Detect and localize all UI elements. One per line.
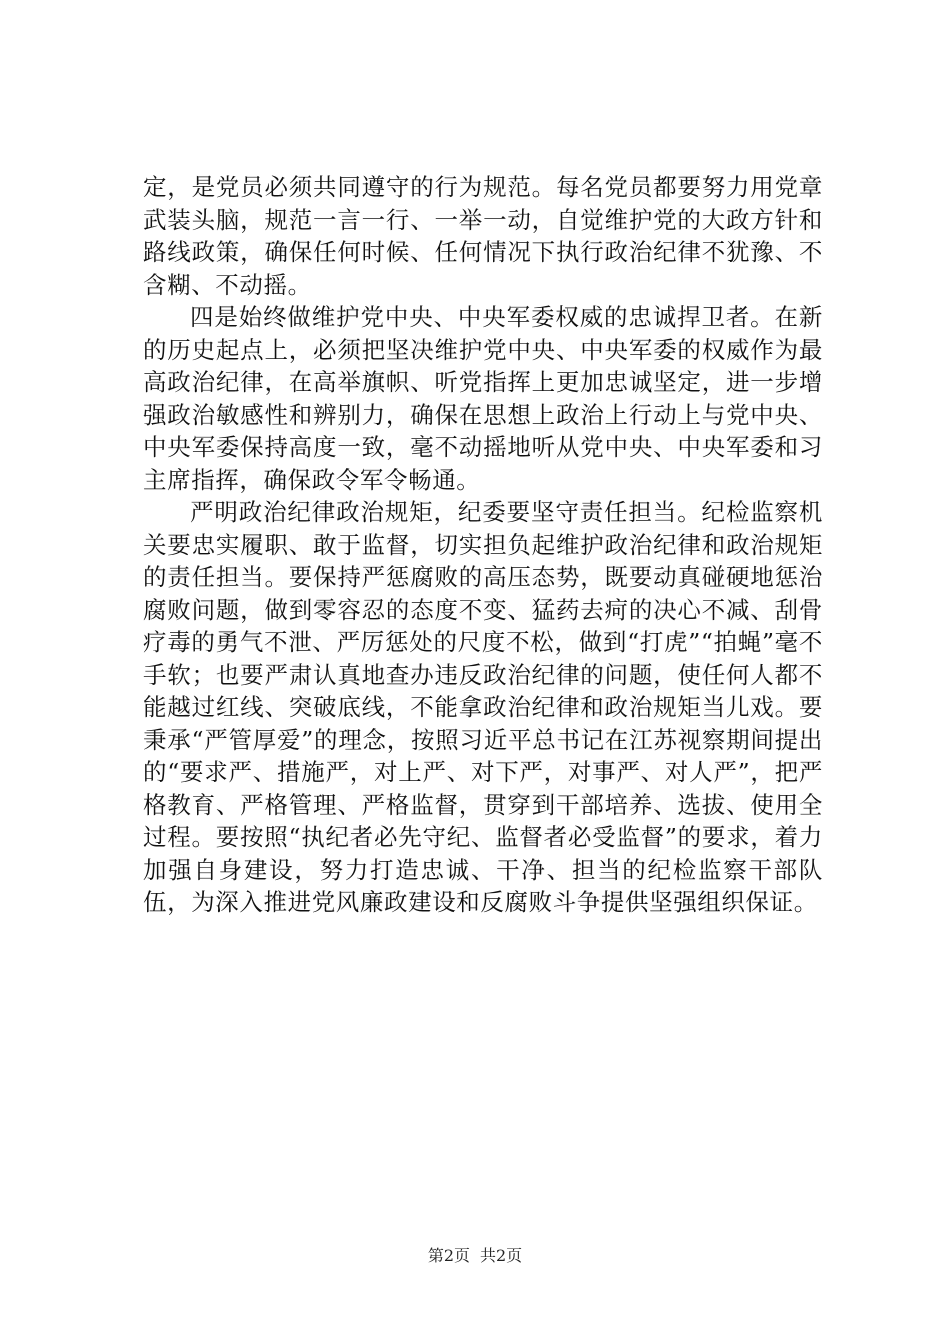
page-total: 共2页 <box>480 1246 523 1265</box>
paragraph-continued: 定，是党员必须共同遵守的行为规范。每名党员都要努力用党章武装头脑，规范一言一行、一举一动，自觉维护党的大政方针和路线政策，确保任何时候、任何情况下执行政治纪律不犹豫、不含糊、不动摇。 <box>143 173 823 299</box>
paragraph-item-four: 四是始终做维护党中央、中央军委权威的忠诚捍卫者。在新的历史起点上，必须把坚决维护党中央、中央军委的权威作为最高政治纪律，在高举旗帜、听党指挥上更加忠诚坚定，进一步增强政治敏感性和辨别力，确保在思想上政治上行动上与党中央、中央军委保持高度一致，毫不动摇地听从党中央、中央军委和习主席指挥，确保政令军令畅通。 <box>143 303 823 494</box>
paragraph-discipline-commission: 严明政治纪律政治规矩，纪委要坚守责任担当。纪检监察机关要忠实履职、敢于监督，切实担负起维护政治纪律和政治规矩的责任担当。要保持严惩腐败的高压态势，既要动真碰硬地惩治腐败问题，做到零容忍的态度不变、猛药去疴的决心不减、刮骨疗毒的勇气不泄、严厉惩处的尺度不松，做到“打虎”“拍蝇”毫不手软；也要严肃认真地查办违反政治纪律的问题，使任何人都不能越过红线、突破底线，不能拿政治纪律和政治规矩当儿戏。要秉承“严管厚爱”的理念，按照习近平总书记在江苏视察期间提出的“要求严、措施严，对上严、对下严，对事严、对人严”，把严格教育、严格管理、严格监督，贯穿到干部培养、选拔、使用全过程。要按照“执纪者必先守纪、监督者必受监督”的要求，着力加强自身建设，努力打造忠诚、干净、担当的纪检监察干部队伍，为深入推进党风廉政建设和反腐败斗争提供坚强组织保证。 <box>143 498 823 916</box>
document-body <box>143 171 823 919</box>
page-footer <box>0 1246 950 1266</box>
page-number: 第2页 <box>427 1246 470 1265</box>
